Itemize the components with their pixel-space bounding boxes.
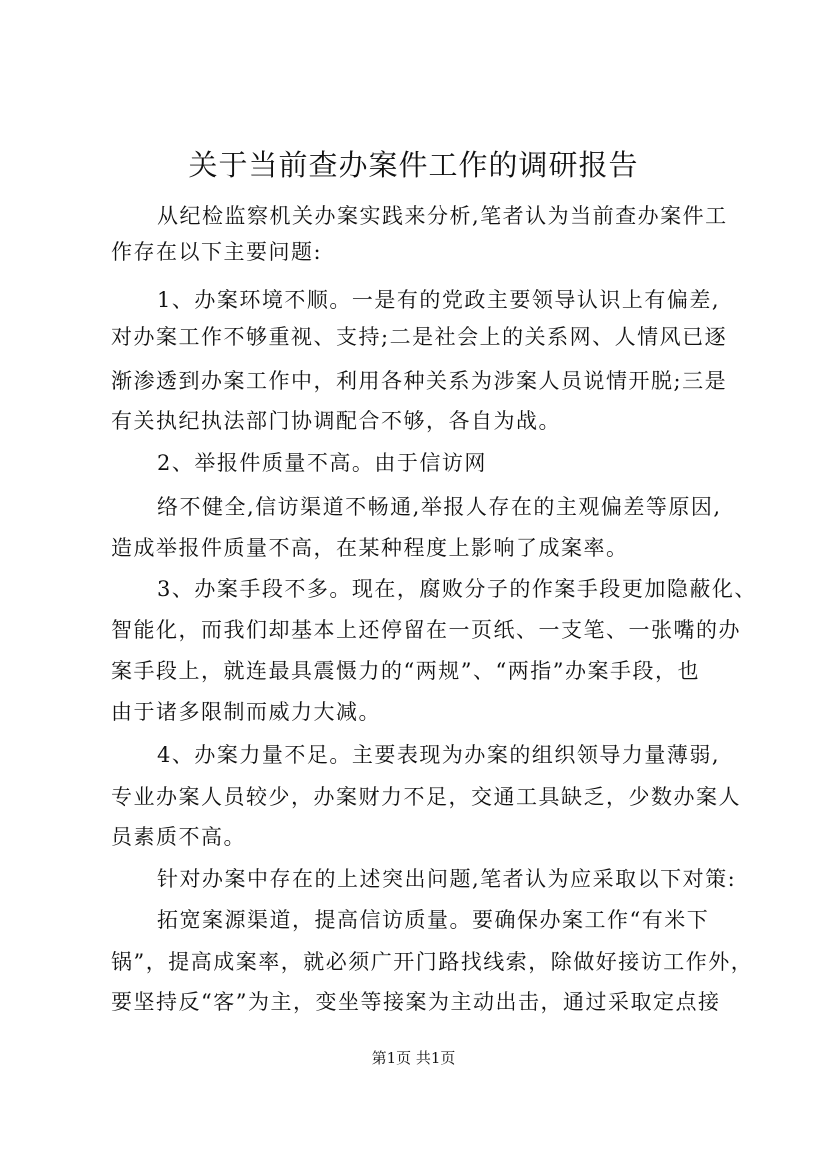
body-line: 由于诸多限制而威力大减。 [111,700,381,724]
body-line: 要坚持反“客”为主，变坐等接案为主动出击，通过采取定点接 [111,990,721,1014]
body-line: 络不健全,信访渠道不畅通,举报人存在的主观偏差等原因, [157,495,722,519]
document-title: 关于当前查办案件工作的调研报告 [188,148,639,182]
body-line: 员素质不高。 [111,825,246,849]
body-line: 4、办案力量不足。主要表现为办案的组织领导力量薄弱, [157,743,721,767]
body-line: 渐渗透到办案工作中，利用各种关系为涉案人员说情开脱;三是 [111,369,728,393]
body-line: 锅”，提高成案率，就必须广开门路找线索，除做好接访工作外， [111,950,754,974]
body-line: 作存在以下主要问题: [111,240,323,264]
body-line: 专业办案人员较少，办案财力不足，交通工具缺乏，少数办案人 [111,785,741,809]
body-line: 从纪检监察机关办案实践来分析,笔者认为当前查办案件工 [157,204,728,228]
body-line: 有关执纪执法部门协调配合不够，各自为战。 [111,409,561,433]
body-line: 对办案工作不够重视、支持;二是社会上的关系网、人情风已逐 [111,325,728,349]
body-line: 2、举报件质量不高。由于信访网 [157,451,487,475]
body-line: 针对办案中存在的上述突出问题,笔者认为应采取以下对策: [157,867,737,891]
body-line: 造成举报件质量不高，在某种程度上影响了成案率。 [111,536,629,560]
page-footer: 第1页 共1页 [371,1049,456,1067]
body-line: 1、办案环境不顺。一是有的党政主要领导认识上有偏差, [157,288,721,312]
body-line: 案手段上，就连最具震慑力的“两规”、“两指”办案手段，也 [111,659,700,683]
body-line: 拓宽案源渠道，提高信访质量。要确保办案工作“有米下 [157,908,710,932]
body-line: 智能化，而我们却基本上还停留在一页纸、一支笔、一张嘴的办 [111,618,741,642]
body-line: 3、办案手段不多。现在，腐败分子的作案手段更加隐蔽化、 [157,577,757,601]
